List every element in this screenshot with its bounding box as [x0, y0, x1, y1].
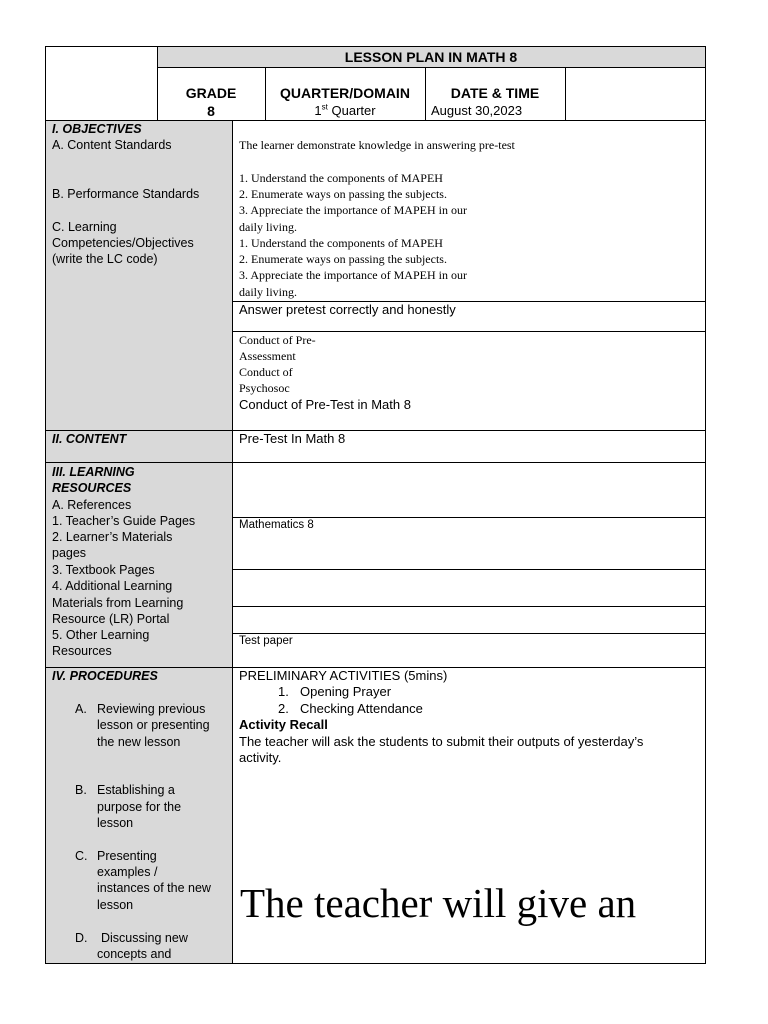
rule-title: [157, 67, 705, 68]
procedure-b-line: lesson: [97, 816, 134, 830]
quarter-word: Quarter: [327, 103, 376, 118]
border-top: [45, 46, 706, 47]
rule-tb: [232, 606, 706, 607]
resource-label: 4. Additional Learning: [52, 579, 173, 593]
procedure-letter: A.: [75, 702, 87, 716]
date-value: August 30,2023: [431, 103, 523, 118]
resources-heading-line-1: III. LEARNING: [52, 465, 135, 479]
procedure-c-line: examples /: [97, 865, 158, 879]
resource-label: 5. Other Learning: [52, 628, 150, 642]
performance-standards-label: B. Performance Standards: [52, 187, 200, 201]
procedure-b-line: Establishing a: [97, 783, 175, 797]
conduct-math-text: Conduct of Pre-Test in Math 8: [239, 397, 411, 412]
col-main: [232, 120, 233, 964]
procedure-d-line: concepts and: [97, 947, 172, 961]
rule-resources: [45, 462, 706, 463]
rule-header: [45, 120, 706, 121]
procedure-b-line: purpose for the: [97, 800, 182, 814]
performance-line: 3. Appreciate the importance of MAPEH in our: [239, 203, 467, 217]
performance-line: 1. Understand the components of MAPEH: [239, 236, 443, 250]
content-value: Pre-Test In Math 8: [239, 431, 346, 446]
resource-label: Resources: [52, 644, 112, 658]
lc-label-line-1: C. Learning: [52, 220, 117, 234]
quarter-ordinal: st: [321, 102, 328, 112]
learners-materials-value: Mathematics 8: [239, 519, 314, 531]
content-heading: II. CONTENT: [52, 432, 127, 446]
preliminary-activities: PRELIMINARY ACTIVITIES (5mins): [239, 668, 448, 683]
activity-text: activity.: [239, 750, 282, 765]
date-label: DATE & TIME: [450, 85, 540, 101]
other-resources-value: Test paper: [239, 635, 293, 647]
procedure-c-line: Presenting: [97, 849, 157, 863]
list-number: 2.: [278, 701, 289, 716]
list-item: Checking Attendance: [300, 701, 423, 716]
resource-label: 3. Textbook Pages: [52, 563, 155, 577]
resource-label: pages: [52, 546, 87, 560]
resources-heading-line-2: RESOURCES: [52, 481, 132, 495]
procedure-a-line: Reviewing previous: [97, 702, 206, 716]
grade-label: GRADE: [185, 85, 237, 101]
list-item: Opening Prayer: [300, 684, 392, 699]
activity-recall-heading: Activity Recall: [239, 717, 328, 732]
quarter-number: 1: [314, 103, 322, 118]
objectives-label-shade: [46, 121, 232, 430]
procedure-letter: B.: [75, 783, 87, 797]
performance-line: 1. Understand the components of MAPEH: [239, 171, 443, 185]
conduct-line: Conduct of Pre-: [239, 333, 316, 347]
grade-value: 8: [207, 103, 215, 119]
procedure-c-line: instances of the new: [97, 881, 211, 895]
resource-label: A. References: [52, 498, 132, 512]
content-standards-text: The learner demonstrate knowledge in answering pre-test: [239, 138, 515, 152]
rule-lm: [232, 569, 706, 570]
lc-label-line-3: (write the LC code): [52, 252, 158, 266]
resource-label: Resource (LR) Portal: [52, 612, 170, 626]
activity-text: The teacher will ask the students to submit their outputs of yesterday’s: [239, 734, 644, 749]
conduct-line: Conduct of: [239, 365, 293, 379]
list-number: 1.: [278, 684, 289, 699]
procedure-a-line: the new lesson: [97, 735, 181, 749]
procedures-heading: IV. PROCEDURES: [52, 669, 158, 683]
page-title: LESSON PLAN IN MATH 8: [344, 49, 518, 65]
col-date: [565, 67, 566, 121]
procedure-letter: D.: [75, 931, 88, 945]
performance-line: daily living.: [239, 285, 297, 299]
resource-label: 2. Learner’s Materials: [52, 530, 173, 544]
performance-line: 2. Enumerate ways on passing the subjects.: [239, 252, 447, 266]
quarter-label: QUARTER/DOMAIN: [280, 85, 410, 101]
content-standards-label: A. Content Standards: [52, 138, 172, 152]
performance-line: 2. Enumerate ways on passing the subjects.: [239, 187, 447, 201]
border-left: [45, 46, 46, 964]
large-text: The teacher will give an: [240, 880, 637, 926]
border-right: [705, 46, 706, 964]
rule-content: [45, 430, 706, 431]
procedure-c-line: lesson: [97, 898, 134, 912]
resource-label: Materials from Learning: [52, 596, 184, 610]
procedure-letter: C.: [75, 849, 88, 863]
performance-line: daily living.: [239, 220, 297, 234]
procedure-a-line: lesson or presenting: [97, 718, 210, 732]
answer-pretest-text: Answer pretest correctly and honestly: [239, 302, 456, 317]
resource-label: 1. Teacher’s Guide Pages: [52, 514, 196, 528]
performance-line: 3. Appreciate the importance of MAPEH in our: [239, 268, 467, 282]
procedure-d-line: Discussing new: [101, 931, 188, 945]
objectives-heading: I. OBJECTIVES: [52, 122, 142, 136]
border-bottom: [45, 963, 706, 964]
quarter-value: [265, 103, 425, 119]
conduct-line: Assessment: [239, 349, 296, 363]
lc-label-line-2: Competencies/Objectives: [52, 236, 194, 250]
conduct-line: Psychosoc: [239, 381, 290, 395]
rule-add: [232, 633, 706, 634]
